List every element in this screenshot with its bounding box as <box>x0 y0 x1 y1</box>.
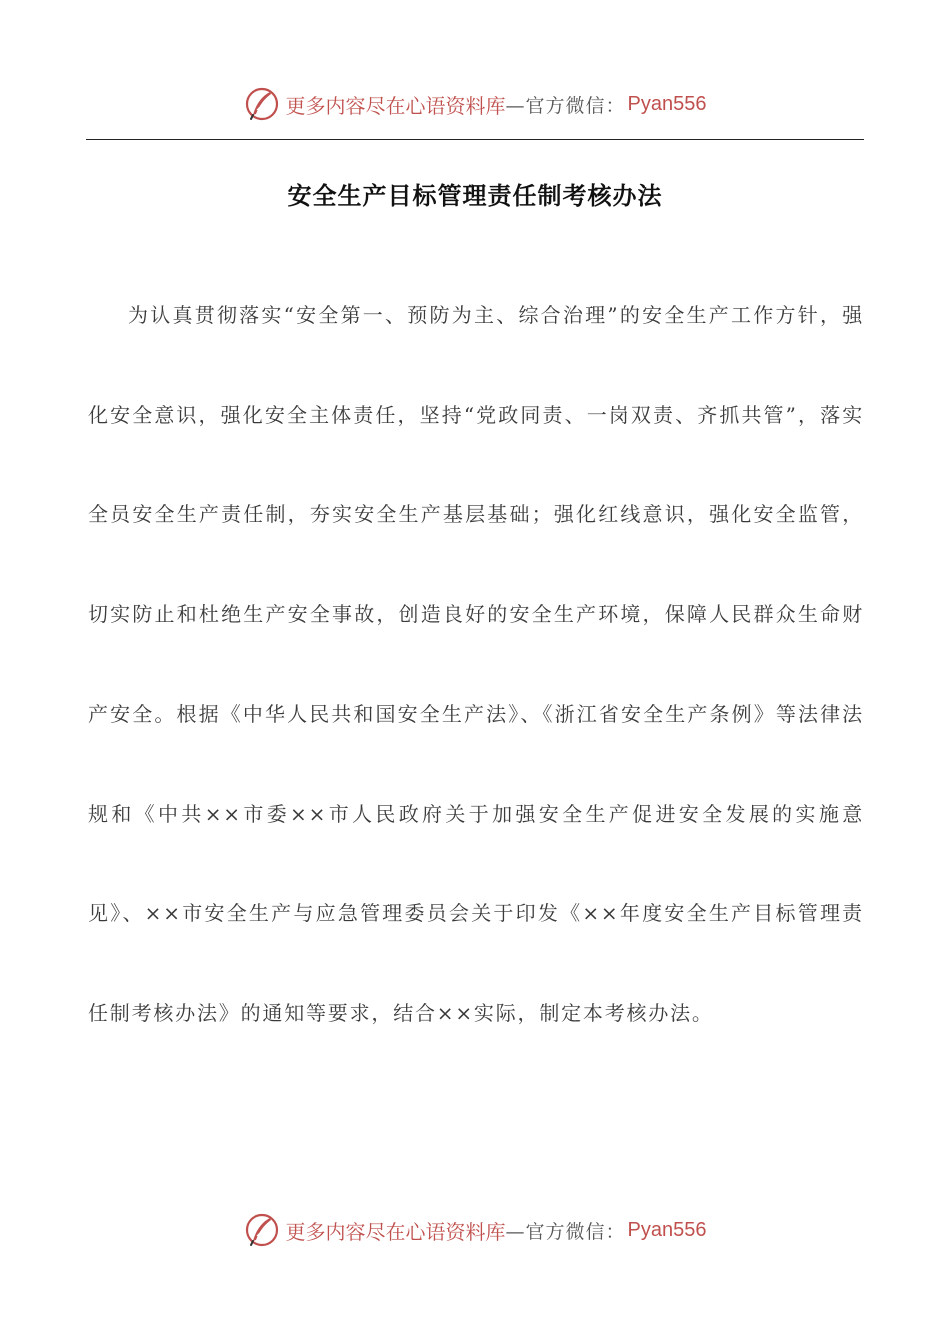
banner-wechat-label: —官方微信： <box>505 1220 626 1243</box>
quill-pen-logo-icon <box>244 86 280 122</box>
banner-lead-text: 更多内容尽在心语资料库 <box>285 93 506 118</box>
document-body-paragraph: 为认真贯彻落实“安全第一、预防为主、综合治理”的安全生产工作方针，强化安全意识，强化安全主体责任，坚持“党政同责、一岗双责、齐抓共管”，落实全员安全生产责任制，夯实安全生产基层基础；强化红线意识，强化安全监管，切实防止和杜绝生产安全事故，创造良好的安全生产环境，保障人民群众生命财产安全。根据《中华人民共和国安全生产法》、《浙江省安全生产条例》等法律法规和《中共××市委××市人民政府关于加强安全生产促进安全发展的实施意见》、××市安全生产与应急管理委员会关于印发《××年度安全生产目标管理责任制考核办法》的通知等要求，结合××实际，制定本考核办法。 <box>88 303 864 1025</box>
header-divider <box>86 139 864 140</box>
header-banner <box>0 82 950 126</box>
document-title: 安全生产目标管理责任制考核办法 <box>287 182 663 210</box>
banner-wechat-label: —官方微信： <box>505 94 626 117</box>
quill-pen-logo-icon <box>244 1212 280 1248</box>
banner-wechat-id: Pyan556 <box>627 1218 707 1241</box>
banner-lead-text: 更多内容尽在心语资料库 <box>285 1219 506 1244</box>
banner-wechat-id: Pyan556 <box>627 92 707 115</box>
footer-banner <box>0 1208 950 1252</box>
